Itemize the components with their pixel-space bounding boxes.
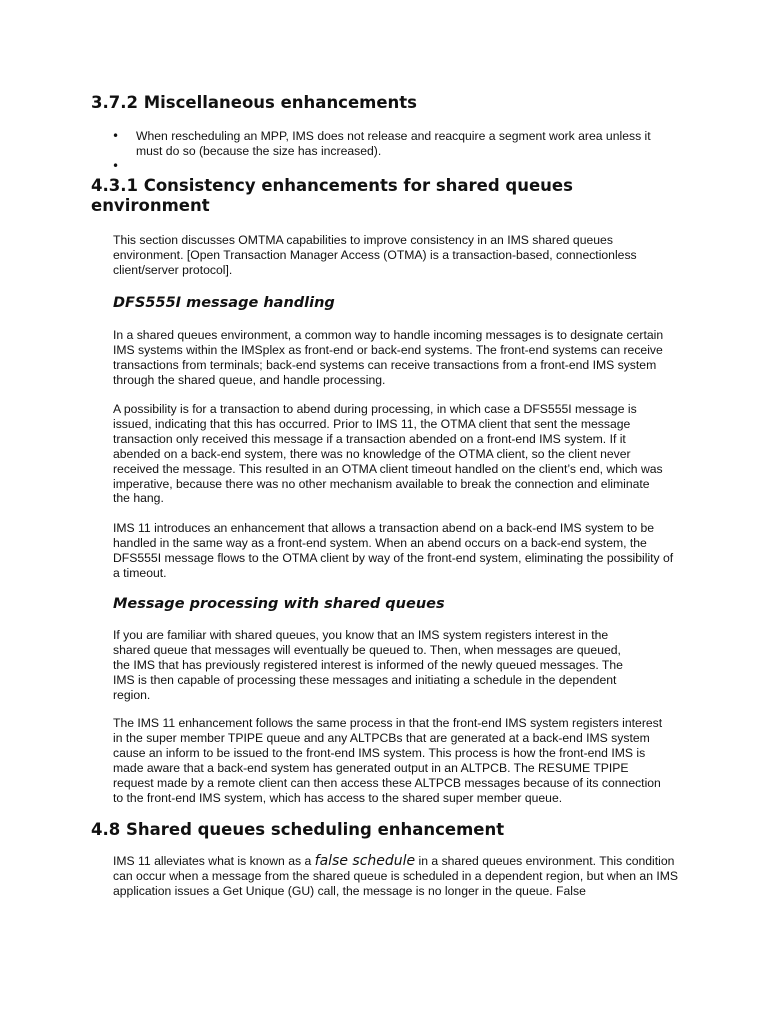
paragraph: IMS 11 introduces an enhancement that allows a transaction abend on a back-end IMS system to be handled in the same way as a front-end system. When an abend occurs on a back-end system, the DFS555I message flows to the OTMA client by way of the front-end system, eliminating the possibility of a timeout. [113,521,674,580]
subsection-heading-dfs555i: DFS555I message handling [113,295,335,311]
section-heading-4-3-1: 4.3.1 Consistency enhancements for shared queues environment [91,176,573,215]
emphasized-term: false schedule [314,853,416,869]
paragraph: In a shared queues environment, a common way to handle incoming messages is to designate certain IMS systems within the IMSplex as front-end or back-end systems. The front-end systems can receive transactions from terminals; back-end systems can receive transactions from a front-end IMS system through the shared queue, and handle processing. [113,328,664,387]
bullet-icon: • [112,129,120,143]
list-item [112,159,672,174]
bullet-list [112,129,672,174]
paragraph-text: IMS 11 alleviates what is known as a [113,854,315,868]
bullet-text: When rescheduling an MPP, IMS does not release and reacquire a segment work area unless it must do so (because the size has increased). [136,129,651,158]
paragraph [113,854,683,899]
paragraph: The IMS 11 enhancement follows the same process in that the front-end IMS system registers interest in the super member TPIPE queue and any ALTPCBs that are generated at a back-end IMS system cause an inform to be issued to the front-end IMS system. This process is how the front-end IMS is made aware that a back-end system has generated output in an ALTPCB. The RESUME TPIPE request made by a remote client can then access these ALTPCB messages because of its connection to the front-end IMS system, which has access to the shared super member queue. [113,716,663,805]
section-intro-paragraph: This section discusses OMTMA capabilities to improve consistency in an IMS shared queues environment. [Open Transaction Manager Access (OTMA) is a transaction-based, connectionless client/server protocol]. [113,233,637,277]
list-item [112,129,672,159]
paragraph-text: in a shared queues environment. This condition can occur when a message from the shared queue is scheduled in a dependent region, but when an IMS application issues a Get Unique (GU) call, the message is no longer in the queue. False [113,854,679,898]
paragraph: If you are familiar with shared queues, you know that an IMS system registers interest in the shared queue that messages will eventually be queued to. Then, when messages are queued, the IMS that has previously registered interest is informed of the newly queued messages. The IMS is then capable of processing these messages and initiating a schedule in the dependent region. [113,628,623,702]
section-heading-4-8: 4.8 Shared queues scheduling enhancement [91,820,505,839]
section-heading-3-7-2: 3.7.2 Miscellaneous enhancements [91,93,417,112]
paragraph: A possibility is for a transaction to abend during processing, in which case a DFS555I message is issued, indicating that this has occurred. Prior to IMS 11, the OTMA client that sent the message transaction only received this message if a transaction abended on a front-end IMS system. If it abended on a back-end system, there was no knowledge of the OTMA client, so the client never received the message. This resulted in an OTMA client timeout handled on the client’s end, which was imperative, because there was no other mechanism available to break the connection and eliminate the hang. [113,402,663,506]
bullet-icon: • [112,158,120,173]
subsection-heading-message-processing: Message processing with shared queues [113,596,445,612]
